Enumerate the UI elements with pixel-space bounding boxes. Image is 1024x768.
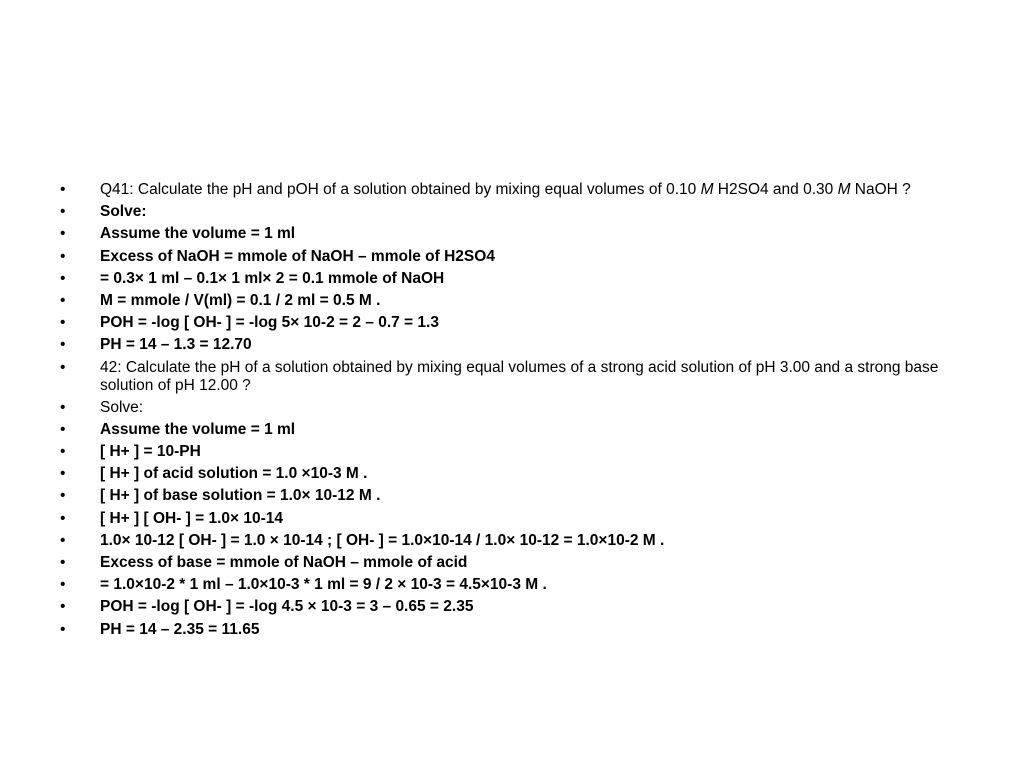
list-item bbox=[60, 532, 940, 550]
list-item bbox=[60, 598, 940, 616]
list-item bbox=[60, 248, 940, 266]
bullet-icon: • bbox=[60, 554, 66, 571]
bullet-icon: • bbox=[60, 465, 66, 483]
list-item bbox=[60, 359, 940, 395]
question-41-text: Q41: Calculate the pH and pOH of a solution obtained by mixing equal volumes of 0.10 M H2SO4 and 0.30 M NaOH ? bbox=[100, 181, 911, 198]
bullet-icon: • bbox=[60, 225, 66, 243]
list-item bbox=[60, 292, 940, 310]
list-item bbox=[60, 621, 940, 639]
step-text: = 0.3× 1 ml – 0.1× 1 ml× 2 = 0.1 mmole of NaOH bbox=[100, 269, 445, 287]
step-text: [ H+ ] of acid solution = 1.0 ×10-3 M . bbox=[100, 465, 368, 483]
step-text: = 1.0×10-2 * 1 ml – 1.0×10-3 * 1 ml = 9 / 2 × 10-3 = 4.5×10-3 M . bbox=[100, 576, 547, 594]
list-item bbox=[60, 443, 940, 461]
list-item bbox=[60, 510, 940, 528]
step-text: Solve: bbox=[100, 398, 144, 416]
step-text: POH = -log [ OH- ] = -log 5× 10-2 = 2 – 0.7 = 1.3 bbox=[100, 314, 439, 332]
step-text: Excess of base = mmole of NaOH – mmole of acid bbox=[100, 554, 468, 571]
list-item bbox=[60, 203, 940, 221]
list-item bbox=[60, 576, 940, 594]
bullet-list bbox=[60, 181, 940, 643]
bullet-icon: • bbox=[60, 336, 66, 354]
step-text: PH = 14 – 2.35 = 11.65 bbox=[100, 620, 260, 638]
step-text: POH = -log [ OH- ] = -log 4.5 × 10-3 = 3 – 0.65 = 2.35 bbox=[100, 598, 474, 616]
list-item bbox=[60, 465, 940, 483]
bullet-icon: • bbox=[60, 620, 66, 638]
step-text: [ H+ ] [ OH- ] = 1.0× 10-14 bbox=[100, 509, 284, 527]
bullet-icon: • bbox=[60, 509, 66, 527]
bullet-icon: • bbox=[60, 247, 66, 265]
list-item bbox=[60, 554, 940, 572]
bullet-icon: • bbox=[60, 598, 66, 616]
list-item bbox=[60, 336, 940, 354]
step-text: Assume the volume = 1 ml bbox=[100, 225, 296, 243]
step-text: Assume the volume = 1 ml bbox=[100, 420, 296, 438]
bullet-icon: • bbox=[60, 291, 66, 309]
list-item bbox=[60, 487, 940, 505]
step-text: M = mmole / V(ml) = 0.1 / 2 ml = 0.5 M . bbox=[100, 291, 381, 309]
list-item bbox=[60, 399, 940, 417]
bullet-icon: • bbox=[60, 487, 66, 505]
step-text: 1.0× 10-12 [ OH- ] = 1.0 × 10-14 ; [ OH- ] = 1.0×10-14 / 1.0× 10-12 = 1.0×10-2 M . bbox=[100, 531, 665, 549]
list-item bbox=[60, 181, 940, 199]
step-text: [ H+ ] of base solution = 1.0× 10-12 M . bbox=[100, 487, 381, 505]
list-item bbox=[60, 421, 940, 439]
bullet-icon: • bbox=[60, 531, 66, 549]
bullet-icon: • bbox=[60, 181, 66, 198]
bullet-icon: • bbox=[60, 269, 66, 287]
step-text: Excess of NaOH = mmole of NaOH – mmole of H2SO4 bbox=[100, 247, 495, 265]
list-item bbox=[60, 225, 940, 243]
bullet-icon: • bbox=[60, 358, 66, 376]
bullet-icon: • bbox=[60, 314, 66, 332]
step-text: PH = 14 – 1.3 = 12.70 bbox=[100, 336, 252, 354]
list-item bbox=[60, 270, 940, 288]
bullet-icon: • bbox=[60, 398, 66, 416]
bullet-icon: • bbox=[60, 420, 66, 438]
step-text: [ H+ ] = 10-PH bbox=[100, 443, 201, 461]
bullet-icon: • bbox=[60, 576, 66, 594]
bullet-icon: • bbox=[60, 203, 66, 221]
list-item bbox=[60, 314, 940, 332]
step-text: Solve: bbox=[100, 203, 147, 221]
question-42-text: 42: Calculate the pH of a solution obtained by mixing equal volumes of a strong acid solution of pH 3.00 and a strong base solution of pH 12.00 ? bbox=[100, 358, 939, 394]
bullet-icon: • bbox=[60, 443, 66, 461]
